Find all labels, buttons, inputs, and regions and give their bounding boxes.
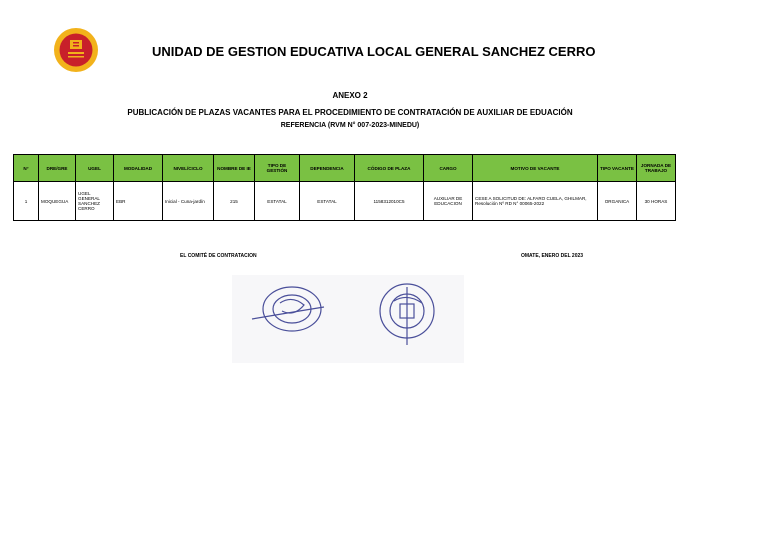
cell-number: 1 <box>14 182 39 221</box>
vacancies-table <box>13 154 676 221</box>
col-header: NOMBRE DE IE <box>214 155 255 182</box>
table-row <box>14 182 676 221</box>
col-header: N° <box>14 155 39 182</box>
reference-line: REFERENCIA (RVM N° 007-2023-MINEDU) <box>280 122 420 129</box>
signatures-area <box>232 275 464 363</box>
col-header: JORNADA DE TRABAJO <box>637 155 676 182</box>
col-header: TIPO VACANTE <box>598 155 637 182</box>
cell-dre: MOQUEGUA <box>39 182 76 221</box>
col-header: DRE/GRE <box>39 155 76 182</box>
col-header: CÓDIGO DE PLAZA <box>355 155 424 182</box>
col-header: NIVEL/CICLO <box>163 155 214 182</box>
minedu-logo <box>53 27 99 73</box>
cell-codigo: 1158312010C5 <box>355 182 424 221</box>
col-header: UGEL <box>76 155 114 182</box>
col-header: MOTIVO DE VACANTE <box>473 155 598 182</box>
cell-motivo: CESE A SOLICITUD DE: ALFARO CUELA, GHILMAR, Resolución Nº RD N° 00065-2022 <box>473 182 598 221</box>
seal-signature-image <box>232 275 464 363</box>
col-header: TIPO DE GESTIÓN <box>255 155 300 182</box>
cell-dependencia: ESTATAL <box>300 182 355 221</box>
cell-gestion: ESTATAL <box>255 182 300 221</box>
cell-nivel: Inicial - Cuna-jardín <box>163 182 214 221</box>
cell-ugel: UGEL GENERAL SANCHEZ CERRO <box>76 182 114 221</box>
cell-jornada: 30 HORAS <box>637 182 676 221</box>
col-header: DEPENDENCIA <box>300 155 355 182</box>
cell-ie: 215 <box>214 182 255 221</box>
annex-label: ANEXO 2 <box>332 91 368 100</box>
publication-heading: PUBLICACIÓN DE PLAZAS VACANTES PARA EL PROCEDIMIENTO DE CONTRATACIÓN DE AUXILIAR DE EDUACIÓN <box>127 108 573 117</box>
col-header: CARGO <box>424 155 473 182</box>
committee-label: EL COMITÉ DE CONTRATACION <box>180 253 257 259</box>
cell-modalidad: EBR <box>114 182 163 221</box>
place-date: OMATE, ENERO DEL 2023 <box>521 253 584 259</box>
col-header: MODALIDAD <box>114 155 163 182</box>
cell-tipo-vacante: ORGANICA <box>598 182 637 221</box>
table-header-row <box>14 155 676 182</box>
cell-cargo: AUXILIAR DE EDUCACION <box>424 182 473 221</box>
